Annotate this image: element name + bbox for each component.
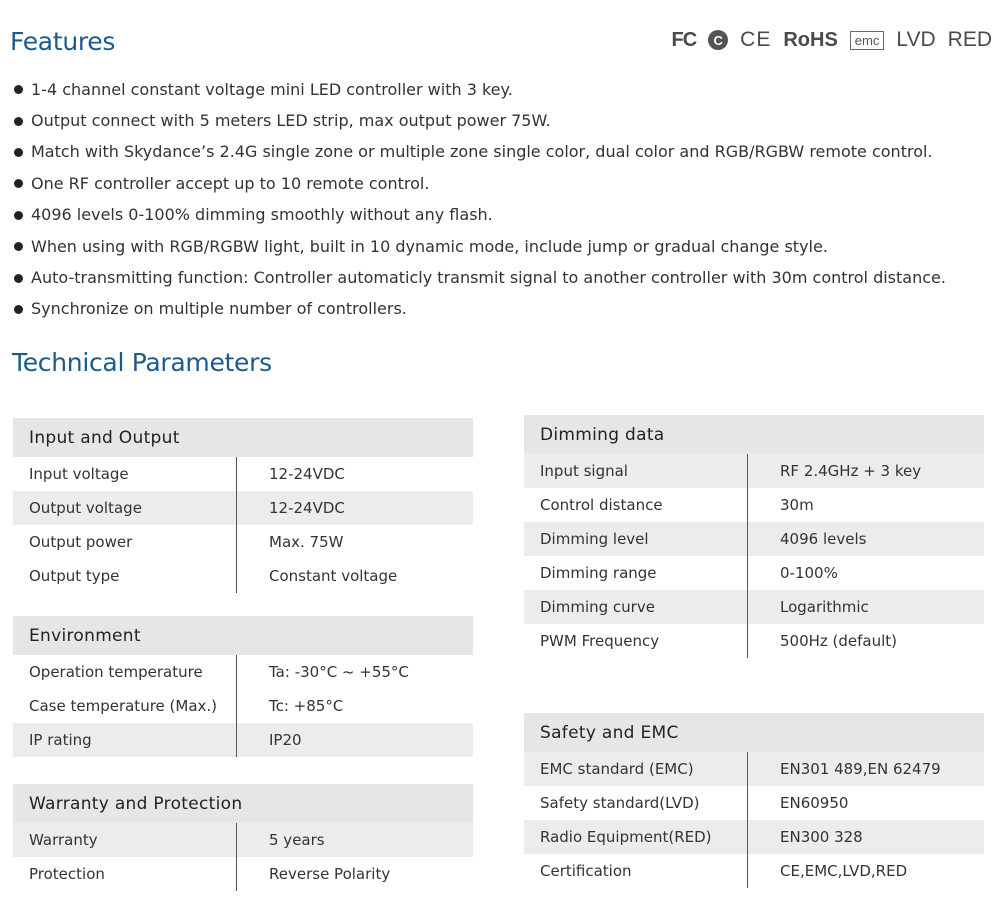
param-value: 4096 levels: [780, 530, 867, 548]
param-label: Output power: [13, 525, 237, 559]
table-header: Environment: [13, 616, 473, 655]
table-row: [524, 590, 984, 624]
param-label: Case temperature (Max.): [13, 689, 237, 723]
safety-emc-table: [524, 713, 984, 888]
table-row: [524, 522, 984, 556]
table-row: [524, 454, 984, 488]
table-row: [524, 556, 984, 590]
feature-item: 4096 levels 0-100% dimming smoothly without any flash.: [14, 200, 946, 231]
table-row: [13, 457, 473, 491]
table-row: [13, 823, 473, 857]
bullet-icon: [14, 148, 23, 157]
table-row: [524, 624, 984, 658]
param-label: Output type: [13, 559, 237, 593]
rohs-logo-icon: RoHS: [783, 28, 838, 51]
bullet-icon: [14, 85, 23, 94]
param-label: Control distance: [524, 488, 748, 522]
feature-item: Output connect with 5 meters LED strip, max output power 75W.: [14, 105, 946, 136]
param-label: Dimming range: [524, 556, 748, 590]
emc-logo-icon: emc: [850, 31, 885, 50]
param-label: Warranty: [13, 823, 237, 857]
table-row: [13, 689, 473, 723]
fc-logo-icon: FC: [671, 28, 697, 51]
param-value: EN300 328: [780, 828, 863, 846]
param-value: Tc: +85°C: [269, 697, 344, 715]
param-label: Output voltage: [13, 491, 237, 525]
table-header: Safety and EMC: [524, 713, 984, 752]
param-value: IP20: [269, 731, 302, 749]
feature-item: Synchronize on multiple number of controllers.: [14, 294, 946, 325]
lvd-label: LVD: [896, 28, 936, 51]
param-label: Safety standard(LVD): [524, 786, 748, 820]
table-row: [13, 559, 473, 593]
table-row: [524, 786, 984, 820]
param-value: Constant voltage: [269, 567, 398, 585]
bullet-icon: [14, 117, 23, 126]
feature-item: Auto-transmitting function: Controller automaticly transmit signal to another controller with 30m control distance.: [14, 262, 946, 293]
bullet-icon: [14, 179, 23, 188]
dimming-data-table: [524, 415, 984, 658]
bullet-icon: [14, 211, 23, 220]
param-label: Operation temperature: [13, 655, 237, 689]
table-header: Input and Output: [13, 418, 473, 457]
table-row: [524, 488, 984, 522]
feature-item: One RF controller accept up to 10 remote control.: [14, 168, 946, 199]
param-value: EN301 489,EN 62479: [780, 760, 941, 778]
param-value: RF 2.4GHz + 3 key: [780, 462, 922, 480]
table-row: [524, 820, 984, 854]
param-value: 0-100%: [780, 564, 838, 582]
bullet-icon: [14, 242, 23, 251]
param-value: 12-24VDC: [269, 465, 345, 483]
table-header: Dimming data: [524, 415, 984, 454]
param-value: Reverse Polarity: [269, 865, 391, 883]
table-row: [13, 857, 473, 891]
table-row: [13, 525, 473, 559]
param-label: PWM Frequency: [524, 624, 748, 658]
param-value: 30m: [780, 496, 814, 514]
param-value: 5 years: [269, 831, 325, 849]
feature-item: 1-4 channel constant voltage mini LED controller with 3 key.: [14, 74, 946, 105]
param-label: EMC standard (EMC): [524, 752, 748, 786]
bullet-icon: [14, 305, 23, 314]
technical-parameters-heading: Technical Parameters: [12, 348, 272, 377]
table-row: [524, 752, 984, 786]
param-label: Certification: [524, 854, 748, 888]
feature-item: Match with Skydance’s 2.4G single zone or multiple zone single color, dual color and RGB/RGBW remote control.: [14, 137, 946, 168]
param-value: Logarithmic: [780, 598, 869, 616]
features-heading: Features: [10, 27, 116, 56]
param-label: IP rating: [13, 723, 237, 757]
environment-table: [13, 616, 473, 757]
table-row: [13, 491, 473, 525]
table-header: Warranty and Protection: [13, 784, 473, 823]
red-label: RED: [947, 28, 992, 51]
c-logo-icon: C: [708, 30, 728, 50]
param-value: Ta: -30°C ~ +55°C: [269, 663, 409, 681]
bullet-icon: [14, 274, 23, 283]
ce-logo-icon: CE: [740, 28, 772, 51]
warranty-table: [13, 784, 473, 891]
param-label: Radio Equipment(RED): [524, 820, 748, 854]
param-value: CE,EMC,LVD,RED: [780, 862, 908, 880]
table-row: [13, 655, 473, 689]
table-row: [524, 854, 984, 888]
input-output-table: [13, 418, 473, 593]
param-label: Protection: [13, 857, 237, 891]
param-label: Dimming curve: [524, 590, 748, 624]
param-value: 12-24VDC: [269, 499, 345, 517]
feature-item: When using with RGB/RGBW light, built in 10 dynamic mode, include jump or gradual change style.: [14, 231, 946, 262]
param-label: Input voltage: [13, 457, 237, 491]
param-value: Max. 75W: [269, 533, 344, 551]
features-list: [14, 74, 946, 325]
param-label: Input signal: [524, 454, 748, 488]
table-row: [13, 723, 473, 757]
param-value: EN60950: [780, 794, 849, 812]
param-label: Dimming level: [524, 522, 748, 556]
certification-logos: [671, 28, 992, 52]
param-value: 500Hz (default): [780, 632, 898, 650]
